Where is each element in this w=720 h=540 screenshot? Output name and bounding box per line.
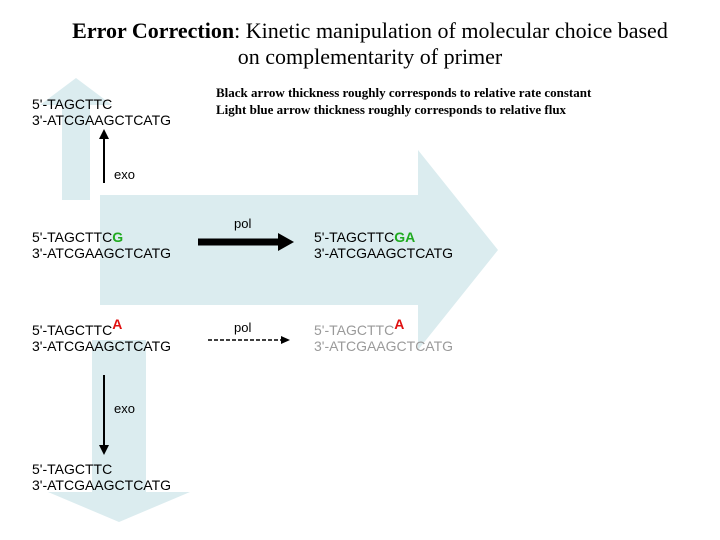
wrong-base: A	[112, 316, 123, 332]
dna-top-strand: 5'-TAGCTTC	[32, 229, 113, 245]
page-title	[0, 18, 720, 70]
dna-bottom	[32, 461, 171, 493]
dna-bottom-strand: 3'-ATCGAAGCTCATG	[32, 477, 172, 493]
dna-bottom-strand: 3'-ATCGAAGCTCATG	[314, 338, 454, 354]
dna-bottom-strand: 3'-ATCGAAGCTCATG	[314, 245, 454, 261]
dna-bottom-strand: 3'-ATCGAAGCTCATG	[32, 245, 172, 261]
dna-top-strand: 5'-TAGCTTC	[314, 229, 395, 245]
dna-top-strand: 5'-TAGCTTC	[32, 322, 113, 338]
dna-top	[32, 96, 171, 128]
dna-match-product	[314, 229, 453, 261]
correct-base: G	[112, 229, 124, 245]
dna-mismatch-product	[314, 316, 454, 354]
exo-label-lower: exo	[114, 401, 135, 416]
legend-notes	[216, 84, 591, 118]
exo-label-upper: exo	[114, 167, 135, 182]
dna-top-strand: 5'-TAGCTTC	[314, 322, 395, 338]
dna-top-strand: 5'-TAGCTTC	[32, 96, 113, 112]
title-bold: Error Correction	[72, 18, 235, 43]
title-line-2: on complementarity of primer	[237, 44, 503, 69]
dna-bottom-strand: 3'-ATCGAAGCTCATG	[32, 338, 172, 354]
dna-mismatch-primer	[32, 316, 172, 354]
dna-bottom-strand: 3'-ATCGAAGCTCATG	[32, 112, 172, 128]
title-line-1	[0, 18, 720, 44]
flux-arrow-down	[48, 340, 190, 522]
dna-top-strand: 5'-TAGCTTC	[32, 461, 113, 477]
note-blue-arrow: Light blue arrow thickness roughly corresponds to relative flux	[216, 102, 567, 117]
note-black-arrow: Black arrow thickness roughly corresponds to relative rate constant	[216, 85, 592, 100]
pol-label-upper: pol	[234, 216, 252, 231]
dna-match-primer	[32, 229, 171, 261]
title-rest: : Kinetic manipulation of molecular choice based	[234, 18, 668, 43]
wrong-base: A	[394, 316, 405, 332]
correct-bases: GA	[394, 229, 416, 245]
pol-label-lower: pol	[234, 320, 252, 335]
